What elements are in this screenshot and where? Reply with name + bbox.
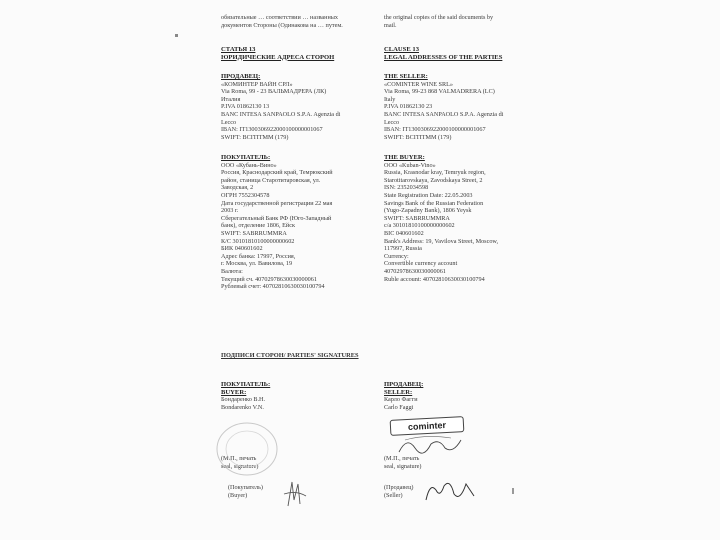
- seller-block-ru: [221, 73, 351, 141]
- address-line: ОГРН 7552304578: [221, 191, 270, 199]
- role-ru: (Покупатель): [228, 484, 263, 491]
- address-line: Lecco: [384, 118, 400, 126]
- stamp-caption: seal, signature): [384, 462, 422, 470]
- clause-title: CLAUSE 13: [384, 46, 419, 53]
- address-line: c/a 30101810100000000602: [384, 222, 455, 230]
- clause-title: СТАТЬЯ 13: [221, 46, 256, 53]
- stamp-logo-text: cominter: [407, 420, 447, 432]
- role-en: (Seller): [384, 491, 403, 499]
- address-line: P.IVA 01862130 13: [221, 103, 270, 111]
- clause-subtitle: LEGAL ADDRESSES OF THE PARTIES: [384, 53, 503, 61]
- text-line: документов Стороны (Одинакова на … путем.: [221, 21, 343, 29]
- seller-label-ru: ПРОДАВЕЦ:: [384, 381, 424, 388]
- address-line: Ruble account: 40702810630030100794: [384, 275, 485, 283]
- seller-second-signature-mark: [420, 476, 480, 506]
- top-fragment-en: [384, 14, 512, 29]
- buyer-block-en: [384, 154, 512, 283]
- seller-block-en: [384, 73, 512, 141]
- stamp-caption: (М.П., печать: [221, 455, 257, 462]
- buyer-name-ru: Бондаренко В.Н.: [221, 396, 266, 404]
- address-line: Russia, Krasnodar kray, Temryuk region,: [384, 169, 486, 177]
- address-line: Via Roma, 99-23 868 VALMADRERA (LC): [384, 88, 495, 96]
- address-line: Bank's Address: 19, Vavilova Street, Moscow,: [384, 237, 499, 245]
- seller-role: [384, 484, 413, 499]
- address-line: банк), отделение 1806, Ейск: [221, 222, 295, 230]
- buyer-role: [228, 484, 263, 499]
- address-line: (Yugo-Zapadny Bank), 1806 Yeysk: [384, 207, 472, 215]
- address-line: БИК 040601602: [221, 245, 263, 253]
- address-line: Рублевый счет: 40702810630030100794: [221, 283, 325, 291]
- address-line: IBAN: IT1300306922000100000001067: [221, 126, 323, 134]
- scan-artifact: [175, 34, 178, 37]
- address-line: IBAN: IT1300306922000100000001067: [384, 126, 486, 134]
- buyer-heading: ПОКУПАТЕЛЬ:: [221, 154, 271, 161]
- text-line: the original copies of the said documents by: [384, 14, 494, 21]
- address-line: SWIFT: SABRRUMMRA: [384, 214, 450, 222]
- address-line: Сберегательный Банк РФ (Юго-Западный: [221, 214, 332, 222]
- address-line: К/С 30101810100000000602: [221, 237, 295, 245]
- address-line: Текущий сч. 40702978630030000061: [221, 275, 317, 283]
- address-line: State Registration Date: 22.05.2003: [384, 191, 473, 199]
- address-line: Россия, Краснодарский край, Темрюкский: [221, 169, 333, 177]
- buyer-name-en: Bondarenko V.N.: [221, 403, 264, 411]
- top-fragment-ru: [221, 14, 351, 29]
- address-line: ISN: 2352034598: [384, 184, 429, 192]
- seller-heading: ПРОДАВЕЦ:: [221, 73, 261, 80]
- address-line: Via Roma, 99 - 23 ВАЛЬМАДРЕРА (ЛК): [221, 88, 327, 96]
- buyer-signature-block: [221, 381, 270, 411]
- role-en: (Buyer): [228, 491, 248, 499]
- seller-name-ru: Карло Фагги: [384, 396, 418, 404]
- address-line: «КОМИНТЕР ВАЙН СРЛ»: [221, 80, 293, 88]
- clause-subtitle: ЮРИДИЧЕСКИЕ АДРЕСА СТОРОН: [221, 53, 335, 61]
- buyer-label-en: BUYER:: [221, 388, 247, 396]
- address-line: район, станица Старотитаровская, ул.: [221, 176, 321, 184]
- seller-signature-block: [384, 381, 423, 411]
- address-line: P.IVA 01862130 23: [384, 103, 433, 111]
- address-line: Italy: [384, 95, 396, 103]
- address-line: Валюта:: [221, 267, 243, 275]
- scan-artifact: [512, 488, 514, 494]
- buyer-seal-icon: [212, 418, 282, 480]
- address-line: OOO «Kuban-Vino»: [384, 161, 436, 169]
- buyer-signature-mark: [280, 478, 310, 508]
- buyer-heading: THE BUYER:: [384, 154, 425, 161]
- buyer-block-ru: [221, 154, 351, 291]
- address-line: Currency:: [384, 252, 409, 260]
- signatures-title: ПОДПИСИ СТОРОН/ PARTIES' SIGNATURES: [221, 352, 359, 359]
- text-line: обязательные … соответствии … названных: [221, 14, 339, 21]
- address-line: 2003 г.: [221, 207, 239, 215]
- text-line: mail.: [384, 21, 397, 29]
- address-line: BANC INTESA SANPAOLO S.P.A. Agenzia di: [384, 110, 504, 118]
- address-line: Дата государственной регистрации 22 мая: [221, 199, 333, 207]
- address-line: Заводская, 2: [221, 184, 254, 192]
- address-line: Starotitarovskaya, Zavodskaya Street, 2: [384, 176, 483, 184]
- address-line: ООО «Кубань-Вино»: [221, 161, 277, 169]
- seller-stamp-caption: [384, 455, 421, 470]
- address-line: Адрес банка: 17997, Россия,: [221, 252, 296, 260]
- address-line: Италия: [221, 95, 241, 103]
- seller-heading: THE SELLER:: [384, 73, 428, 80]
- address-line: г. Москва, ул. Вавилова, 19: [221, 260, 293, 268]
- address-line: 40702978630030000061: [384, 267, 446, 275]
- address-line: Savings Bank of the Russian Federation: [384, 199, 484, 207]
- address-line: SWIFT: BCITITMM (179): [221, 133, 289, 141]
- stamp-caption: seal, signature): [221, 462, 259, 470]
- address-line: «COMINTER WINE SRL»: [384, 80, 453, 88]
- stamp-caption: (М.П., печать: [384, 455, 420, 462]
- address-line: SWIFT: SABRRUMMRA: [221, 229, 287, 237]
- address-line: Convertible currency account: [384, 260, 458, 268]
- address-line: Lecco: [221, 118, 237, 126]
- seller-label-en: SELLER:: [384, 388, 413, 396]
- role-ru: (Продавец): [384, 484, 414, 491]
- address-line: BIC 040601602: [384, 229, 424, 237]
- address-line: SWIFT: BCITITMM (179): [384, 133, 452, 141]
- seller-name-en: Carlo Faggi: [384, 403, 414, 411]
- address-line: BANC INTESA SANPAOLO S.P.A. Agenzia di: [221, 110, 341, 118]
- section-heading-en: [384, 46, 512, 61]
- address-line: 117997, Russia: [384, 245, 422, 253]
- buyer-label-ru: ПОКУПАТЕЛЬ:: [221, 381, 271, 388]
- section-heading-ru: [221, 46, 351, 61]
